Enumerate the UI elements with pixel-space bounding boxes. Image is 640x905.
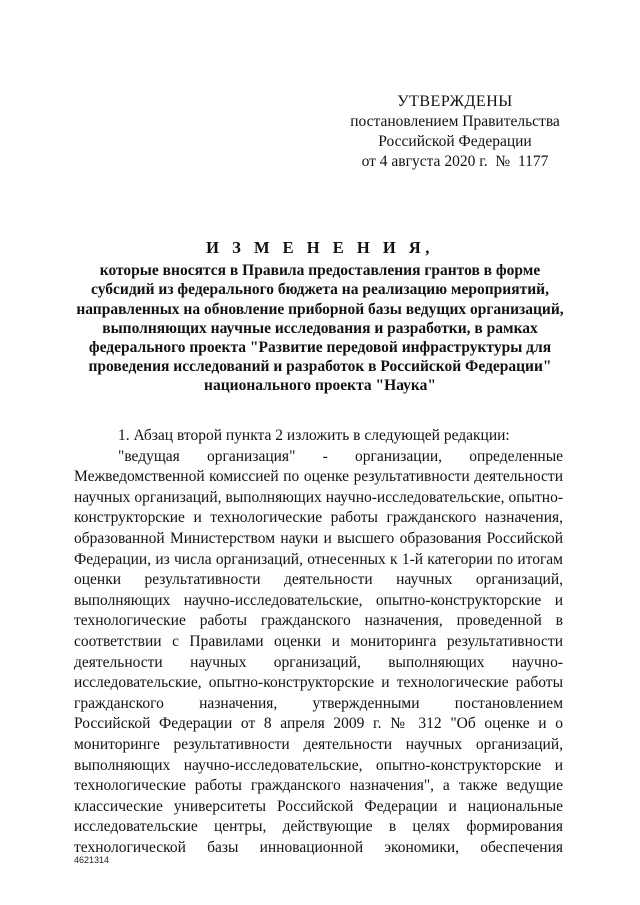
item-1-heading: 1. Абзац второй пункта 2 изложить в следующей редакции:	[118, 427, 510, 444]
body-line: Российской Федерации от 8 апреля 2009 г. № 312 "Об оценке и о	[74, 715, 563, 733]
body-line: мониторинге результативности деятельности научных организаций,	[74, 735, 563, 753]
body-line: Межведомственной комиссией по оценке результативности деятельности	[74, 468, 563, 486]
body-line: оценки результативности деятельности научных организаций,	[74, 571, 563, 589]
title-line: выполняющих научные исследования и разработки, в рамках	[102, 319, 538, 337]
title-line: федерального проекта "Развитие передовой инфраструктуры для	[88, 339, 552, 357]
document-body	[74, 426, 563, 858]
body-line: технологические работы гражданского назначения", а также ведущие	[74, 777, 563, 795]
body-line: гражданского назначения, утвержденными постановлением	[74, 694, 563, 712]
document-number: 4621314	[74, 855, 110, 865]
body-line: исследовательские, опытно-конструкторские и технологические работы	[74, 674, 563, 692]
body-line: деятельности научных организаций, выполняющих научно-	[74, 653, 563, 671]
title-line: направленных на обновление приборной базы ведущих организаций,	[76, 300, 564, 318]
title-line: которые вносятся в Правила предоставления грантов в форме	[99, 262, 541, 280]
body-line: конструкторские и технологические работы гражданского назначения,	[74, 509, 563, 527]
body-line: соответствии с Правилами оценки и мониторинга результативности	[74, 632, 563, 650]
title-word: И З М Е Н Е Н И Я,	[206, 238, 434, 257]
title-line: проведения исследований и разработок в Российской Федерации"	[88, 358, 552, 376]
approval-heading: УТВЕРЖДЕНЫ	[397, 93, 513, 110]
document-title	[60, 238, 580, 396]
approval-date-number: от 4 августа 2020 г. № 1177	[361, 153, 549, 170]
title-line: национального проекта "Наука"	[204, 377, 436, 395]
body-line: Федерации, из числа организаций, отнесенных к 1-й категории по итогам	[74, 550, 563, 568]
approval-stamp	[340, 92, 570, 172]
approval-line-2: Российской Федерации	[378, 133, 532, 150]
body-line: технологической базы инновационной экономики, обеспечения	[74, 838, 563, 856]
body-line: выполняющих научно-исследовательские, опытно-конструкторские и	[74, 591, 563, 609]
body-line: технологические работы гражданского назначения, проведенной в	[74, 612, 563, 630]
title-line: субсидий из федерального бюджета на реализацию мероприятий,	[91, 281, 549, 299]
body-line: научных организаций, выполняющих научно-исследовательские, опытно-	[74, 488, 563, 506]
body-line: "ведущая организация" - организации, определенные	[118, 447, 563, 465]
approval-line-1: постановлением Правительства	[350, 113, 560, 130]
body-line: исследовательские центры, действующие в целях формирования	[74, 818, 563, 836]
body-line: классические университеты Российской Федерации и национальные	[74, 797, 563, 815]
body-line: выполняющих научно-исследовательские, опытно-конструкторские и	[74, 756, 563, 774]
body-line: образованной Министерством науки и высшего образования Российской	[74, 529, 563, 547]
